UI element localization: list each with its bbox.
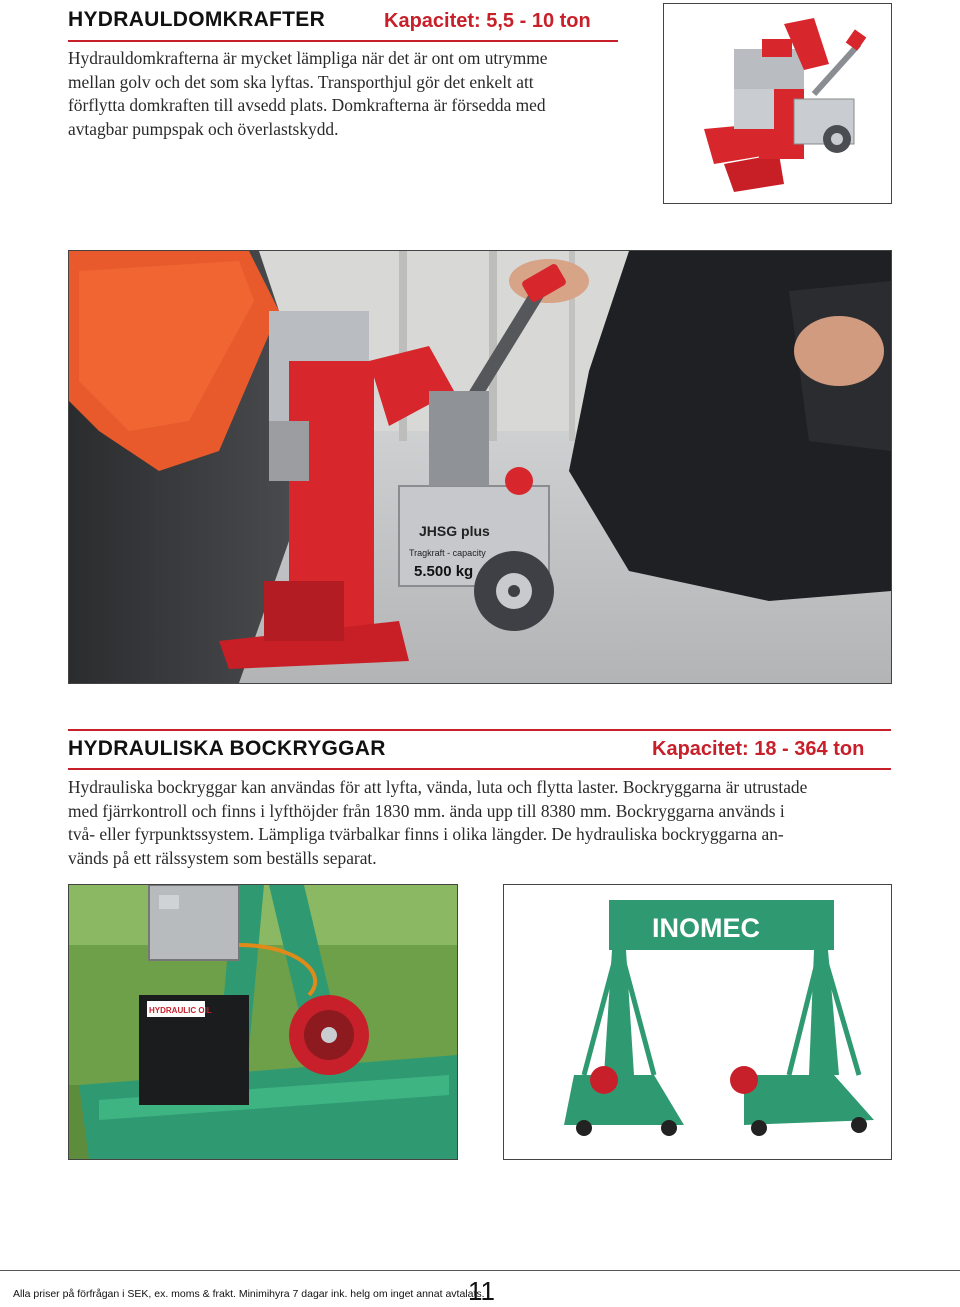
section2-rule-top xyxy=(68,729,891,731)
jack-in-use-photo xyxy=(68,250,892,684)
pump-oil-label: HYDRAULIC OIL xyxy=(149,1006,212,1015)
jack-label: JHSG plus xyxy=(419,523,490,539)
section2-title: HYDRAULISKA BOCKRYGGAR xyxy=(68,737,386,760)
pump-unit-photo xyxy=(68,884,458,1160)
jack-capacity-sub: Tragkraft - capacity xyxy=(409,548,486,558)
section1-line: mellan golv och det som ska lyftas. Transporthjul gör det enkelt att xyxy=(68,71,534,92)
section1-title: HYDRAULDOMKRAFTER xyxy=(68,8,326,31)
section1-body xyxy=(68,47,628,141)
gantry-photo xyxy=(503,884,892,1160)
section1-capacity: Kapacitet: 5,5 - 10 ton xyxy=(384,10,591,32)
jack-product-image xyxy=(663,3,892,204)
section2-line: vänds på ett rälssystem som beställs separat. xyxy=(68,847,377,868)
section2-line: två- eller fyrpunktssystem. Lämpliga tvärbalkar finns i olika längder. De hydrauliska bockryggarna an- xyxy=(68,824,784,844)
page-number: 11 xyxy=(468,1276,495,1306)
section2-rule-bottom xyxy=(68,768,891,770)
gantry-brand: INOMEC xyxy=(652,913,760,943)
footer-note: Alla priser på förfrågan i SEK, ex. moms & frakt. Minimihyra 7 dagar ink. helg om inget annat avtalats. xyxy=(13,1288,485,1300)
section2-line: med fjärrkontroll och finns i lyfthöjder från 1830 mm. ända upp till 8380 mm. Bockryggarna används i xyxy=(68,800,785,821)
section1-line: avtagbar pumpspak och överlastskydd. xyxy=(68,118,339,139)
section2-body xyxy=(68,776,908,870)
jack-capacity-label: 5.500 kg xyxy=(414,563,474,580)
section1-line: Hydrauldomkrafterna är mycket lämpliga när det är ont om utrymme xyxy=(68,48,548,68)
footer-rule xyxy=(0,1270,960,1271)
section2-capacity: Kapacitet: 18 - 364 ton xyxy=(652,738,865,760)
section1-line: förflytta domkraften till avsedd plats. Domkrafterna är försedda med xyxy=(68,95,546,115)
section1-rule xyxy=(68,40,618,42)
section2-line: Hydrauliska bockryggar kan användas för att lyfta, vända, luta och flytta laster. Bockryggarna är utrustade xyxy=(68,777,808,797)
